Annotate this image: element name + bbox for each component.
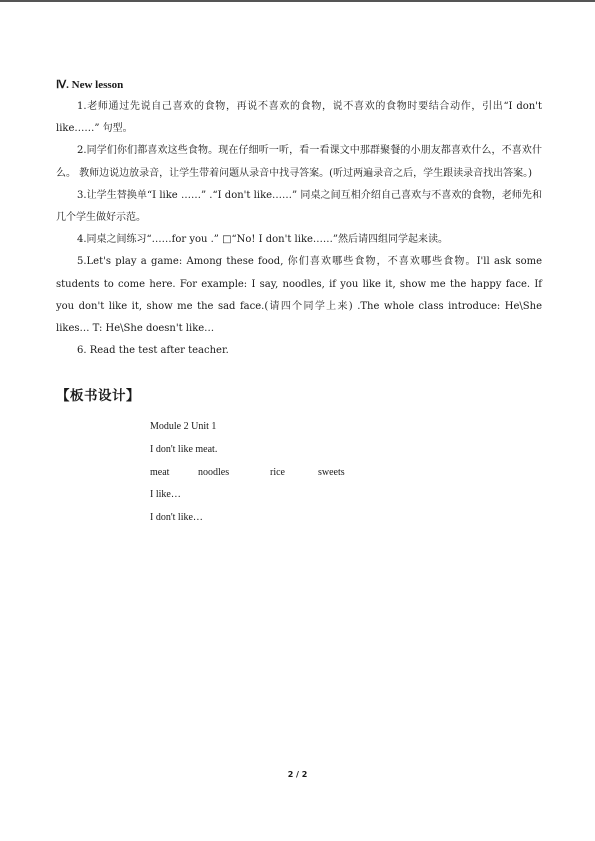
lesson-steps xyxy=(56,96,542,362)
lesson-step-6: 6. Read the test after teacher. xyxy=(77,345,229,357)
board-word-list xyxy=(150,462,358,485)
lesson-step-4: 4.同桌之间练习“……for you .” □“No! I don't like……”然后请四组同学起来读。 xyxy=(77,234,449,246)
board-word-noodles: noodles xyxy=(198,466,230,478)
lesson-step-1: 1.老师通过先说自己喜欢的食物，再说不喜欢的食物，说不喜欢的食物时要结合动作，引出“I don't like……” 句型。 xyxy=(56,101,542,135)
page-number: 2 / 2 xyxy=(287,770,308,779)
lesson-step-5: 5.Let's play a game: Among these food, 你们喜欢哪些食物，不喜欢哪些食物。I'll ask some students to come here. For example: I say, noodles, if you like it, show me the happy face. If you don't like it, show me the sad face.(请四个同学上来) .The whole class introduce: He\She likes… T: He\She doesn't like… xyxy=(56,256,542,335)
section-heading: Ⅳ. New lesson xyxy=(56,79,124,91)
page-top-border xyxy=(0,0,595,2)
board-design-title: 【板书设计】 xyxy=(56,388,140,404)
board-word-rice: rice xyxy=(270,466,285,478)
board-unit: Module 2 Unit 1 xyxy=(150,421,217,432)
board-like: I like… xyxy=(150,489,181,501)
lesson-step-2: 2.同学们你们都喜欢这些食物。现在仔细听一听，看一看课文中那群聚餐的小朋友都喜欢什么，不喜欢什么。 教师边说边放录音，让学生带着问题从录音中找寻答案。(听过两遍录音之后，学生跟读录音找出答案。) xyxy=(56,145,542,179)
board-dont-like: I don't like… xyxy=(150,512,203,524)
board-word-sweets: sweets xyxy=(318,466,345,478)
board-design xyxy=(150,416,358,530)
board-word-meat: meat xyxy=(150,466,170,478)
lesson-step-3: 3.让学生替换单“I like ……” .“I don't like……” 同桌之间互相介绍自己喜欢与不喜欢的食物，老师先和几个学生做好示范。 xyxy=(56,189,542,224)
board-sentence: I don't like meat. xyxy=(150,443,218,455)
